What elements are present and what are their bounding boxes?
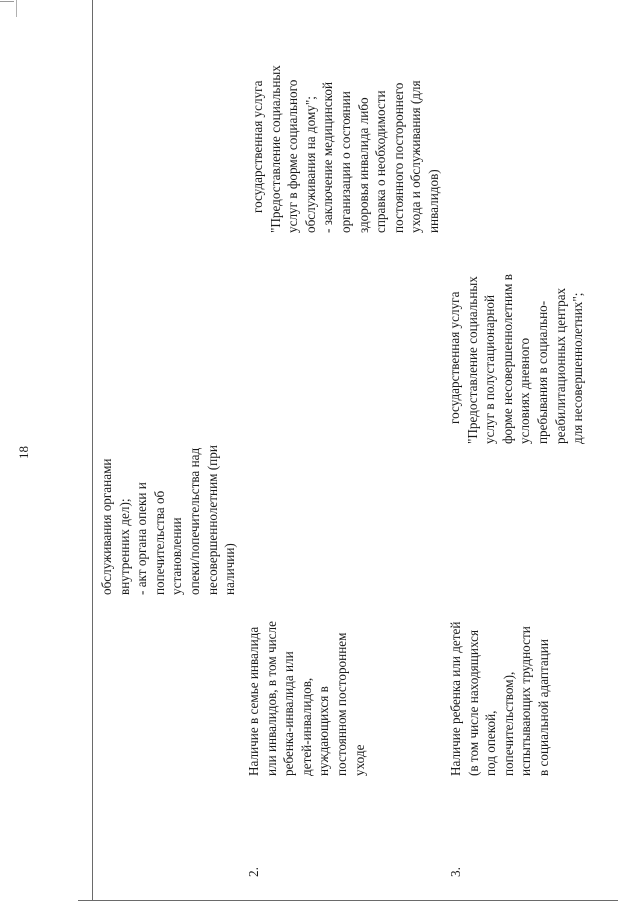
row-3-service: государственная услуга "Предоставление социальных услуг в полустационарной форме несовершеннолетним в условиях дневного пребывания в социально- реабилитационных центрах для несовершеннолетних"; xyxy=(447,273,586,444)
scan-edge-mark xyxy=(16,0,17,17)
scan-edge-mark xyxy=(0,1,14,2)
row-2-service: государственная услуга "Предоставление социальных услуг в форме социального обслуживания на дому"; - заключение медицинской организации о состоянии здоровья инвалида либо справка о необходимости постоянного постороннего ухода и обслуживания (для инвалидов) xyxy=(250,65,441,233)
row-2-number: 2. xyxy=(246,867,261,877)
documents-continuation: обслуживания органами внутренних дел); - акт органа опеки и попечительства об установлении опеки/попечительства над несовершеннолетним (при наличии) xyxy=(99,445,238,595)
row-3-category: Наличие ребенка или детей (в том числе находящихся под опекой, попечительством), испытывающих трудности в социальной адаптации xyxy=(448,621,551,776)
table-line-col1-left xyxy=(78,900,618,901)
page-number: 18 xyxy=(16,446,31,459)
table-line-col2-left xyxy=(97,900,98,901)
table-line-top xyxy=(92,0,93,901)
row-3-number: 3. xyxy=(448,867,463,877)
row-2-category: Наличие в семье инвалида или инвалидов, в том числе ребенка-инвалида или детей-инвалидов, нуждающихся в постоянном постороннем уходе xyxy=(246,621,367,776)
